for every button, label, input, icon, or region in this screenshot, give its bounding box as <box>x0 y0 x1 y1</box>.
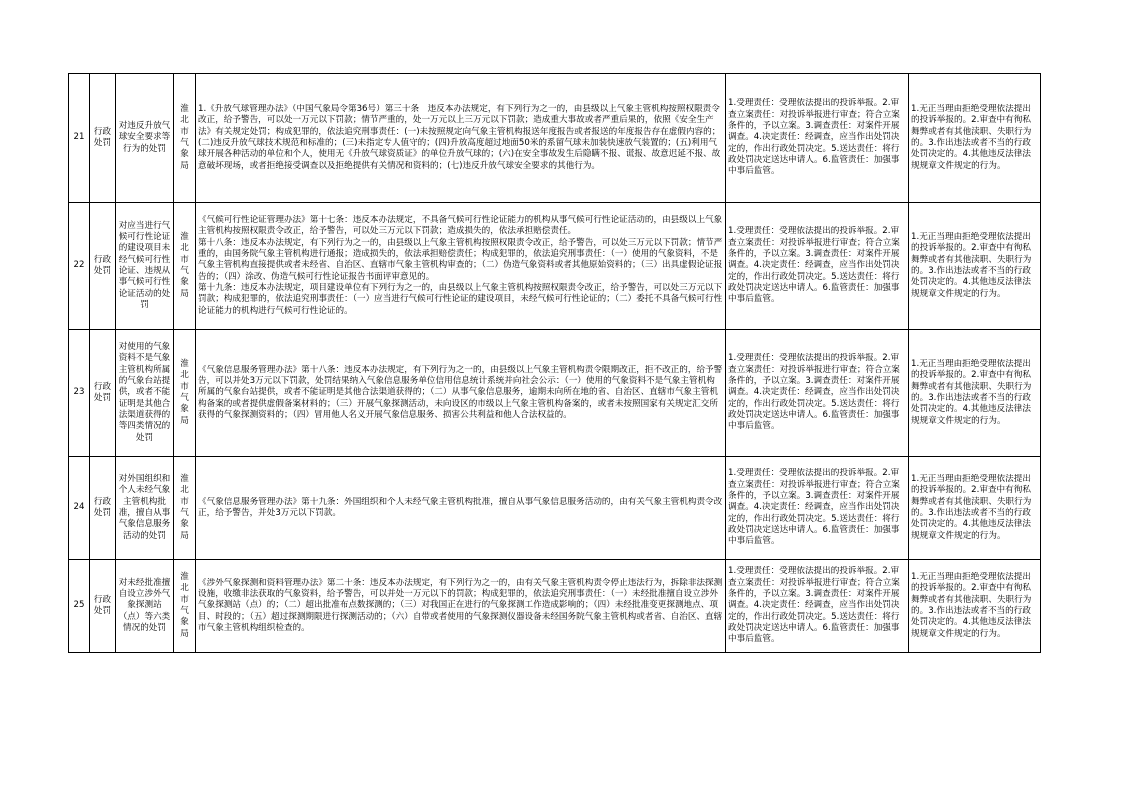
row-number: 21 <box>69 74 90 203</box>
power-item-name: 对使用的气象资料不是气象主管机构所属的气象台站提供，或者不能证明是其他合法渠道获得的等四类情况的处罚 <box>116 330 174 457</box>
accountability-cases <box>909 560 1041 653</box>
accountability-text: 1.无正当理由拒绝受理依法提出的投诉举报的。2.审查中有徇私舞弊或者有其他渎职、失职行为的。3.作出违法或者不当的行政处罚决定的。4.其他违反法律法规规章文件规定的行为。 <box>911 232 1032 299</box>
responsibility-text: 1.受理责任：受理依法提出的投诉举报。2.审查立案责任：对投诉举报进行审查；符合立案条件的，予以立案。3.调查责任：对案件开展调查。4.决定责任：经调查，应当作出处罚决定的，作出行政处罚决定。5.送达责任：将行政处罚决定送达申请人。6.监管责任：加强事中事后监管。 <box>728 566 900 645</box>
power-category: 行政处罚 <box>90 560 116 653</box>
table-row <box>69 330 1041 457</box>
power-category: 行政处罚 <box>90 457 116 560</box>
legal-basis-text: 《气候可行性论证管理办法》第十七条：违反本办法规定，不具备气候可行性论证能力的机构从事气候可行性论证活动的，由县级以上气象主管机构按照权限责令改正，给予警告，可以处三万元以下罚款；造成损失的，依法承担赔偿责任。 第十八条：违反本办法规定，有下列行为之一的，由县级以上气象主管机构按照权限责令改正，给予警告，可以处三万元以下罚款；情节严重的，由国务院气象主管机构进行通报；造成损失的，依法承担赔偿责任；构成犯罪的，依法追究刑事责任：（一）使用的气象资料，不是气象主管机构直接提供或者未经省、自治区、直辖市气象主管机构审查的；（二）伪造气象资料或者其他原始资料的；（三）出具虚假论证报告的；（四）涂改、伪造气候可行性论证报告书面评审意见的。 第十九条：违反本办法规定，项目建设单位有下列行为之一的，由县级以上气象主管机构按照权限责令改正，给予警告，可以处三万元以下罚款；构成犯罪的，依法追究刑事责任：（一）应当进行气候可行性论证的建设项目，未经气候可行性论证的；（二）委托不具备气候可行性论证能力的机构进行气候可行性论证的。 <box>198 215 723 316</box>
power-category: 行政处罚 <box>90 330 116 457</box>
power-category: 行政处罚 <box>90 203 116 330</box>
responsible-department: 淮北市气象局 <box>174 330 196 457</box>
accountability-cases <box>909 203 1041 330</box>
row-number: 22 <box>69 203 90 330</box>
accountability-text: 1.无正当理由拒绝受理依法提出的投诉举报的。2.审查中有徇私舞弊或者有其他渎职、失职行为的。3.作出违法或者不当的行政处罚决定的。4.其他违反法律法规规章文件规定的行为。 <box>911 474 1032 541</box>
responsibility-items <box>726 457 909 560</box>
power-list-table <box>68 73 1041 653</box>
table-row <box>69 457 1041 560</box>
responsible-department: 淮北市气象局 <box>174 457 196 560</box>
responsibility-items <box>726 330 909 457</box>
table-row <box>69 560 1041 653</box>
legal-basis <box>196 203 726 330</box>
accountability-text: 1.无正当理由拒绝受理依法提出的投诉举报的。2.审查中有徇私舞弊或者有其他渎职、失职行为的。3.作出违法或者不当的行政处罚决定的。4.其他违反法律法规规章文件规定的行为。 <box>911 104 1032 171</box>
responsibility-items <box>726 203 909 330</box>
responsible-department: 淮北市气象局 <box>174 203 196 330</box>
legal-basis <box>196 457 726 560</box>
legal-basis-text: 《气象信息服务管理办法》第十八条：违反本办法规定，有下列行为之一的，由县级以上气象主管机构责令限期改正，拒不改正的，给予警告，可以并处3万元以下罚款，处罚结果纳入气象信息服务单位信用信息统计系统并向社会公示：（一）使用的气象资料不是气象主管机构所属的气象台站提供，或者不能证明是其他合法渠道获得的；（二）从事气象信息服务，逾期未向所在地的省、自治区、直辖市气象主管机构备案的或者提供虚假备案材料的；（三）开展气象探测活动，未向设区的市级以上气象主管机构备案的，或者未按照国家有关规定汇交所获得的气象探测资料的；（四）冒用他人名义开展气象信息服务、损害公共利益和他人合法权益的。 <box>198 364 723 420</box>
accountability-cases <box>909 330 1041 457</box>
table-row <box>69 203 1041 330</box>
row-number: 25 <box>69 560 90 653</box>
accountability-text: 1.无正当理由拒绝受理依法提出的投诉举报的。2.审查中有徇私舞弊或者有其他渎职、失职行为的。3.作出违法或者不当的行政处罚决定的。4.其他违反法律法规规章文件规定的行为。 <box>911 359 1032 426</box>
accountability-text: 1.无正当理由拒绝受理依法提出的投诉举报的。2.审查中有徇私舞弊或者有其他渎职、失职行为的。3.作出违法或者不当的行政处罚决定的。4.其他违反法律法规规章文件规定的行为。 <box>911 572 1032 639</box>
legal-basis-text: 《气象信息服务管理办法》第十九条：外国组织和个人未经气象主管机构批准，擅自从事气象信息服务活动的，由有关气象主管机构责令改正，给予警告，并处3万元以下罚款。 <box>198 496 723 518</box>
responsibility-text: 1.受理责任：受理依法提出的投诉举报。2.审查立案责任：对投诉举报进行审查；符合立案条件的，予以立案。3.调查责任：对案件开展调查。4.决定责任：经调查，应当作出处罚决定的，作出行政处罚决定。5.送达责任：将行政处罚决定送达申请人。6.监管责任：加强事中事后监管。 <box>728 98 900 177</box>
responsible-department: 淮北市气象局 <box>174 74 196 203</box>
responsibility-items <box>726 560 909 653</box>
legal-basis <box>196 74 726 203</box>
legal-basis <box>196 330 726 457</box>
accountability-cases <box>909 74 1041 203</box>
row-number: 24 <box>69 457 90 560</box>
accountability-cases <box>909 457 1041 560</box>
responsible-department: 淮北市气象局 <box>174 560 196 653</box>
legal-basis-text: 1.《升放气球管理办法》（中国气象局令第36号）第三十条 违反本办法规定，有下列行为之一的，由县级以上气象主管机构按照权限责令改正，给予警告，可以处一万元以下罚款；情节严重的，处一万元以上三万元以下罚款；造成重大事故或者严重后果的，依照《安全生产法》有关规定处罚；构成犯罪的，依法追究刑事责任：(一)未按照规定向气象主管机构报送年度报告或者报送的年度报告存在虚假内容的；(二)违反升放气球技术规范和标准的；(三)未指定专人值守的；(四)升放高度超过地面50米的系留气球未加装快速放气装置的；(五)利用气球开展各种活动的单位和个人，使用无《升放气球资质证》的单位升放气球的；(六)在安全事故发生后隐瞒不报、谎报、故意迟延不报、故意破坏现场，或者拒绝接受调查以及拒绝提供有关情况和资料的；(七)违反升放气球安全要求的其他行为。 <box>198 104 721 171</box>
responsibility-text: 1.受理责任：受理依法提出的投诉举报。2.审查立案责任：对投诉举报进行审查；符合立案条件的，予以立案。3.调查责任：对案件开展调查。4.决定责任：经调查，应当作出处罚决定的，作出行政处罚决定。5.送达责任：将行政处罚决定送达申请人。6.监管责任：加强事中事后监管。 <box>728 468 900 547</box>
power-category: 行政处罚 <box>90 74 116 203</box>
responsibility-items <box>726 74 909 203</box>
power-item-name: 对未经批准擅自设立涉外气象探测站（点）等六类情况的处罚 <box>116 560 174 653</box>
power-item-name: 对外国组织和个人未经气象主管机构批准，擅自从事气象信息服务活动的处罚 <box>116 457 174 560</box>
power-item-name: 对应当进行气候可行性论证的建设项目未经气候可行性论证、违规从事气候可行性论证活动的处罚 <box>116 203 174 330</box>
responsibility-text: 1.受理责任：受理依法提出的投诉举报。2.审查立案责任：对投诉举报进行审查；符合立案条件的，予以立案。3.调查责任：对案件开展调查。4.决定责任：经调查，应当作出处罚决定的，作出行政处罚决定。5.送达责任：将行政处罚决定送达申请人。6.监管责任：加强事中事后监管。 <box>728 353 900 432</box>
power-item-name: 对违反升放气球安全要求等行为的处罚 <box>116 74 174 203</box>
responsibility-text: 1.受理责任：受理依法提出的投诉举报。2.审查立案责任：对投诉举报进行审查；符合立案条件的，予以立案。3.调查责任：对案件开展调查。4.决定责任：经调查，应当作出处罚决定的，作出行政处罚决定。5.送达责任：将行政处罚决定送达申请人。6.监管责任：加强事中事后监管。 <box>728 226 900 305</box>
table-row <box>69 74 1041 203</box>
row-number: 23 <box>69 330 90 457</box>
legal-basis <box>196 560 726 653</box>
legal-basis-text: 《涉外气象探测和资料管理办法》第二十条：违反本办法规定，有下列行为之一的，由有关气象主管机构责令停止违法行为，拆除非法探测设施，收缴非法获取的气象资料，给予警告，可以并处一万元以下的罚款；构成犯罪的，依法追究刑事责任：（一）未经批准擅自设立涉外气象探测站（点）的；（二）超出批准布点数探测的；（三）对我国正在进行的气象探测工作造成影响的；（四）未经批准变更探测地点、项目、时段的；（五）超过探测期限进行探测活动的；（六）自带或者使用的气象探测仪器设备未经国务院气象主管机构或者省、自治区、直辖市气象主管机构组织检查的。 <box>198 577 723 633</box>
